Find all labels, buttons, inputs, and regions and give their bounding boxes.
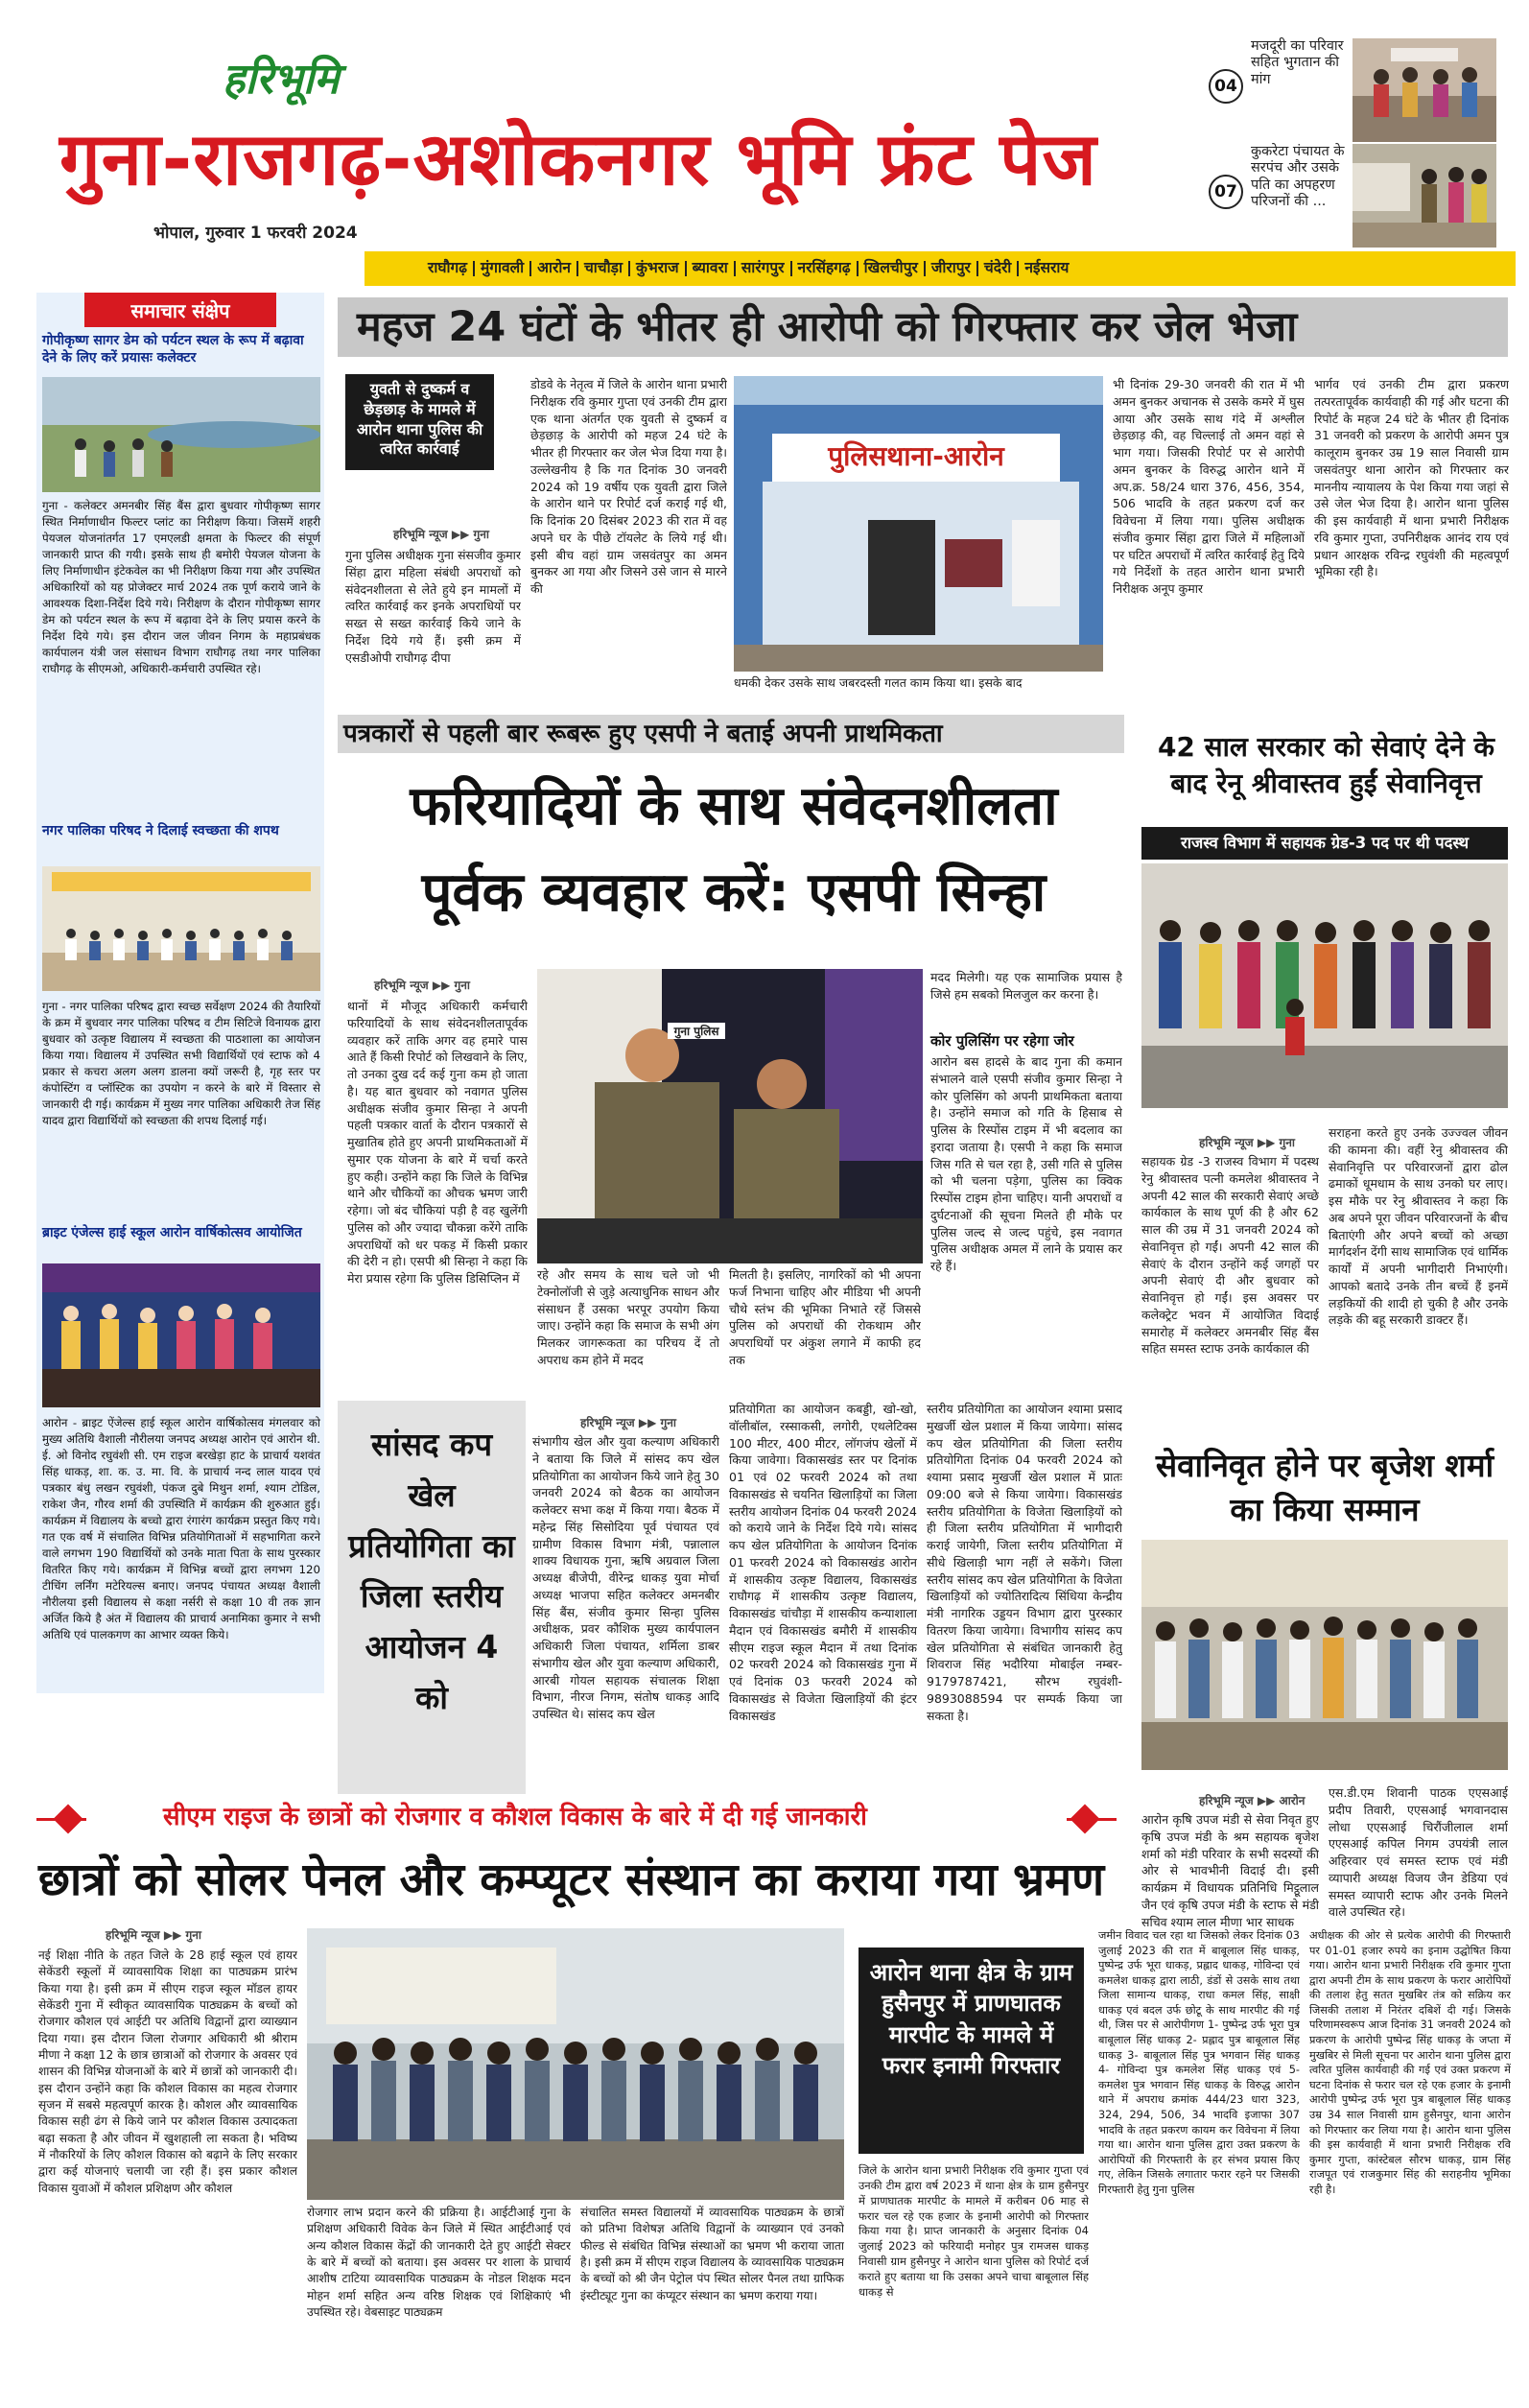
teaser-1[interactable] bbox=[1209, 38, 1496, 152]
sp-column-3: मिलती है। इसलिए, नागरिकों को भी अपना फर्ज निभाना चाहिए और मीडिया भी अपनी चौथे स्तंभ की भूमिका निभाते रहें जिससे पुलिस को अपराधों की रोकथाम और अपराधियों पर अंकुश लगाने में काफी हद तक bbox=[729, 1267, 921, 1367]
sp-subhead: कोर पुलिसिंग पर रहेगा जोर bbox=[930, 1032, 1074, 1050]
retire-photo bbox=[1141, 863, 1508, 1108]
brief-title[interactable]: नगर पालिका परिषद ने दिलाई स्वच्छता की शपथ bbox=[42, 823, 279, 838]
arrest-column-2: जमीन विवाद चल रहा था जिसको लेकर दिनांक 03 जुलाई 2023 की रात में बाबूलाल सिंह धाकड़, पुष्पेन्द्र उर्फ भूरा धाकड़, प्रह्लाद धाकड़, गोविन्दा एवं कमलेश धाकड़ द्वारा लाठी, डंडों से उसके साथ तथा जिला सामान्य धाकड़, राधा कमल सिंह, साक्षी धाकड़ एवं बदल उर्फ छोटू के साथ मारपीट की गई थी, जिस पर से आरोपीगण 1- पुष्पेन्द्र उर्फ भूरा पुत्र बाबूलाल सिंह धाकड़ 2- प्रह्लाद पुत्र बाबूलाल सिंह धाकड़ 3- बाबूलाल सिंह पुत्र भगवान सिंह धाकड़ 4- गोविन्दा पुत्र कमलेश सिंह धाकड़ एवं 5- कमलेश पुत्र भगवान सिंह धाकड़ के विरुद्ध आरोन थाने में अपराध क्रमांक 444/23 धारा 323, 324, 294, 506, 34 भादवि इजाफा 307 भादवि के तहत प्रकरण कायम कर विवेचना में लिया गया था। आरोन थाना पुलिस द्वारा उक्त प्रकरण के आरोपियों की गिरफ्तारी के हर संभव प्रयास किए गए, लेकिन जिसके लगातार फरार रहने पर जिसकी गिरफ्तारी हेतु गुना पुलिस bbox=[1098, 1929, 1300, 2196]
dateline: भोपाल, गुरुवार 1 फरवरी 2024 bbox=[153, 224, 358, 243]
police-station-sign: पुलिसथाना-आरोन bbox=[828, 440, 1004, 472]
teaser-text: कुकरेटा पंचायत के सरपंच और उसके पति का अपहरण परिजनों की ... bbox=[1251, 144, 1345, 210]
teaser-2[interactable] bbox=[1209, 144, 1496, 257]
town-link[interactable]: मुंगावली bbox=[475, 261, 531, 276]
brief-text: आरोन - ब्राइट ऐंजेल्स हाई स्कूल आरोन वार्षिकोत्सव मंगलवार को मुख्य अतिथि वैशाली नौरीलया जनपद अध्यक्ष आरोन एवं आरोन थी. ई. ओ विनोद रघुवंशी सी. एम राइज बरखेड़ा हाट के प्राचार्य यशवंत सिंह धाकड़, शा. क. उ. मा. वि. के प्राचार्य नन्द लाल यादव एवं पत्रकार बंधु लखन रघुवंशी, पंकज दुबे मिथुन शर्मा, श्याम टोडिल, राकेश जैन, गौरव शर्मा की उपस्थिति में कार्यक्रम की शुरुआत हुई। कार्यक्रम में विद्यालय के बच्चो द्वारा रंगारंग कार्यक्रम प्रस्तुत किए गये। गत एक वर्ष में संचालित विभिन्न प्रतियोगिताओं में सहभागिता करने वाले लगभग 190 विद्यार्थियों को उनके माता पिता के साथ पुरस्कार वितरित किए गये। कार्यक्रम में विभिन्न बच्चों द्वारा लगभग 120 टीचिंग लर्निंग मटेरियल्स बनाए। जनपद पंचायत अध्यक्ष वैशाली नौरीलया इसी विद्यालय से कक्षा नर्सरी से कक्षा 10 वी तक ज्ञान अर्जित किये है अंत में विद्यालय की प्राचार्य अनामिका कुमार ने सभी अतिथि एवं पालकगण का आभार व्यक्त किये। bbox=[42, 1416, 320, 1641]
lead-headline[interactable]: महज 24 घंटों के भीतर ही आरोपी को गिरफ्तार कर जेल भेजा bbox=[338, 297, 1508, 357]
mp-headline[interactable]: सांसद कप खेल प्रतियोगिता का जिला स्तरीय आयोजन 4 को bbox=[348, 1426, 515, 1716]
retire-column-2: सराहना करते हुए उनके उज्ज्वल जीवन की कामना की। वहीं रेनु श्रीवास्तव की सेवानिवृत्ति पर परिवारजनों द्वारा ढोल ढमाकों धूमधाम के साथ उनको घर लाए। इस मौके पर रेनु श्रीवास्तव ने कहा कि अब अपने पूरा जीवन परिवारजनों के बीच बिताएंगी और अपने बच्चों को अच्छा मार्गदर्शन देंगी साथ सामाजिक एवं धार्मिक कार्यों में अपनी भागीदारी निभाएंगी। आपको बतादे उनके तीन बच्चें हैं इनमें लड़कियों की शादी हो चुकी है और उनके लड़के की बहू सरकारी डाक्टर हैं। bbox=[1329, 1125, 1508, 1328]
town-link[interactable]: नरसिंहगढ़ bbox=[792, 261, 859, 276]
lead-kicker: युवती से दुष्कर्म व छेड़छाड़ के मामले में आरोन थाना पुलिस की त्वरित कार्रवाई bbox=[345, 374, 494, 470]
honor-headline[interactable]: सेवानिवृत होने पर बृजेश शर्मा का किया सम्मान bbox=[1155, 1447, 1494, 1529]
town-link[interactable]: आरोन bbox=[531, 261, 578, 276]
retire-byline: हरिभूमि न्यूज ▶▶ गुना bbox=[1199, 1136, 1296, 1149]
brief-photo bbox=[42, 377, 320, 492]
town-link[interactable]: चंदेरी bbox=[978, 261, 1019, 276]
teaser-photo bbox=[1353, 38, 1496, 142]
mp-column-1: संभागीय खेल और युवा कल्याण अधिकारी ने बताया कि जिले में सांसद कप खेल प्रतियोगिता का आयोजन किये जाने हेतु 30 जनवरी 2024 को बैठक का आयोजन कलेक्टर सभा कक्ष में किया गया। बैठक में महेन्द्र सिंह सिसोदिया पूर्व पंचायत एवं ग्रामीण विकास विभाग मंत्री, पन्नालाल शाक्य विधायक गुना, ऋषि अग्रवाल जिला अध्यक्ष बीजेपी, वीरेन्द्र धाकड़ युवा मोर्चा अध्यक्ष भाजपा सहित कलेक्टर अमनबीर सिंह बैंस, संजीव कुमार सिन्हा पुलिस अधीक्षक, प्रवर कौशिक मुख्य कार्यपालन अधिकारी जिला पंचायत, शर्मिला डाबर संभागीय खेल और युवा कल्याण अधिकारी, आरबी गोयल सहायक संचालक शिक्षा विभाग, नीरज निगम, संतोष धाकड़ आदि उपस्थित थे। सांसद कप खेल bbox=[532, 1434, 719, 1721]
sp-headline-line2[interactable]: पूर्वक व्यवहार करें: एसपी सिन्हा bbox=[421, 862, 1047, 924]
sidebar-heading: समाचार संक्षेप bbox=[84, 293, 276, 327]
brand-logo: हरिभूमि bbox=[223, 55, 340, 104]
cm-headline[interactable]: छात्रों को सोलर पेनल और कम्प्यूटर संस्थान का कराया गया भ्रमण bbox=[38, 1853, 1105, 1906]
retire-column-1: सहायक ग्रेड -3 राजस्व विभाग में पदस्थ रेनु श्रीवास्तव पत्नी कमलेश श्रीवास्तव ने अपनी 42 साल की सरकारी सेवाएं अच्छे कार्यकाल के साथ पूर्ण की है और 62 साल की उम्र में 31 जनवरी 2024 को सेवानिवृत्त हो गईं। अपनी 42 साल की सेवाएं के दौरान उन्होंने कई जगहों पर अपनी सेवाएं दी और बुधवार को सेवानिवृत्त हो गईं। इस अवसर पर कलेक्ट्रेट भवन में आयोजित विदाई समारोह में कलेक्टर अमनबीर सिंह बैंस सहित समस्त स्टाफ उनके कार्यकाल की bbox=[1141, 1154, 1319, 1357]
sp-press-photo bbox=[537, 969, 923, 1263]
arrest-headline[interactable]: आरोन थाना क्षेत्र के ग्राम हुसैनपुर में प्राणघातक मारपीट के मामले में फरार इनामी गिरफ्तार bbox=[859, 1948, 1084, 2154]
mp-byline: हरिभूमि न्यूज ▶▶ गुना bbox=[580, 1416, 677, 1429]
town-link[interactable]: सारंगपुर bbox=[736, 261, 792, 276]
sp-column-4a: मदद मिलेगी। यह एक सामाजिक प्रयास है जिसे हम सबको मिलजुल कर करना है। bbox=[930, 970, 1122, 1002]
police-station-photo bbox=[734, 376, 1103, 672]
news-brief-sidebar bbox=[36, 293, 324, 1693]
brief-text: गुना - नगर पालिका परिषद द्वारा स्वच्छ सर्वेक्षण 2024 की तैयारियों के क्रम में बुधवार नगर पालिका परिषद व टीम सिटिजे विनायक द्वारा बुधवार को उत्कृष्ट विद्यालय में स्वच्छता की पाठशाला का आयोजन किया गया। विद्यालय में उपस्थित सभी विद्यार्थियों एवं स्टाफ को 4 प्रकार से कचरा अलग अलग डालना क्यों जरूरी है, गृह स्तर पर कंपोस्टिंग व प्लॉस्टिक का उपयोग न करने के बारे में विस्तार से जानकारी दी गई। कार्यक्रम में मुख्य नगर पालिका अधिकारी तेज सिंह यादव द्वारा विद्यार्थियों को स्वच्छता की शपथ दिलाई गई। bbox=[42, 1000, 320, 1127]
lead-column-3: भी दिनांक 29-30 जनवरी की रात में भी अमन बुनकर अचानक से उसके कमरे में घुस आया और उसके साथ गंदे में अश्लील छेड़छाड़ की, वह चिल्लाई तो अमन वहां से भाग गया। जिसकी रिपोर्ट पर से आरोपी अमन बुनकर के विरुद्ध आरोन थाने में अप.क्र. 58/24 धारा 376, 456, 354, 506 भादवि के तहत प्रकरण दर्ज कर विवेचना में लिया गया। पुलिस अधीक्षक संजीव कुमार सिंहा द्वारा जिले में महिलाओं पर घटित अपराधों में त्वरित कार्रवाई हेतु दिये गये निर्देशों के तहत आरोन थाना प्रभारी निरीक्षक अनूप कुमार bbox=[1113, 377, 1305, 596]
brief-text: गुना - कलेक्टर अमनबीर सिंह बैंस द्वारा बुधवार गोपीकृष्ण सागर स्थित निर्माणाधीन फिल्टर प्लांट का निरीक्षण किया। जिसमें शहरी पेयजल योजनांतर्गत 17 एमएलडी क्षमता के फिल्टर की संपूर्ण जानकारी प्राप्त की गयी। इसके साथ ही बमोरी पेयजल योजना के लिए निर्माणाधीन इंटेकवेल का भी निरीक्षण किया गया और उपस्थित अधिकारियों को यह प्रोजेक्टर मार्च 2024 तक पूर्ण कराये जाने के आवश्यक दिशा-निर्देश दिये गये। निरीक्षण के दौरान गोपीकृष्ण सागर डेम को पर्यटन स्थल के रूप में बढ़ावा देने के लिए प्रयास करने के निर्देश दिये गये। इस दौरान जल जीवन निगम के महाप्रबंधक कार्यपालन यंत्री जल संसाधन विभाग राघौगढ़ तथा नगर पालिका राघौगढ़ के सीएमओ, अधिकारी-कर्मचारी उपस्थित रहे। bbox=[42, 499, 320, 675]
brief-photo bbox=[42, 866, 320, 991]
town-link[interactable]: ब्यावरा bbox=[687, 261, 736, 276]
town-link[interactable]: खिलचीपुर bbox=[859, 261, 926, 276]
arrest-column-3: अधीक्षक की ओर से प्रत्येक आरोपी की गिरफ्तारी पर 01-01 हजार रुपये का इनाम उद्घोषित किया गया। आरोन थाना प्रभारी निरीक्षक रवि कुमार गुप्ता द्वारा अपनी टीम के साथ प्रकरण के फरार आरोपियों की तलाश हेतु सतत मुखबिर तंत्र को सक्रिय कर जिसकी तलाश में निरंतर दबिशें दी गई। जिसके परिणामस्वरूप आज दिनांक 31 जनवरी 2024 को प्रकरण के आरोपी पुष्पेन्द्र सिंह धाकड़ के जप्ता में मुखबिर से मिली सूचना पर आरोन थाना पुलिस द्वारा त्वरित पुलिस कार्यवाही की गई एवं उक्त प्रकरण में घटना दिनांक से फरार चल रहे एक हजार के इनामी आरोपी पुष्पेन्द्र उर्फ भूरा पुत्र बाबूलाल सिंह धाकड़ उम्र 34 साल निवासी ग्राम हुसैनपुर, थाना आरोन को गिरफ्तार कर लिया गया है। आरोन थाना पुलिस की इस कार्यवाही में थाना प्रभारी निरीक्षक रवि कुमार गुप्ता, कांस्टेबल सौरभ धाकड़, ग्राम सिंह राजपूत एवं राजकुमार सिंह की सराहनीय भूमिका रही है। bbox=[1309, 1929, 1511, 2196]
sp-byline: हरिभूमि न्यूज ▶▶ गुना bbox=[374, 979, 471, 992]
sp-kicker: पत्रकारों से पहली बार रूबरू हुए एसपी ने बताई अपनी प्राथमिकता bbox=[338, 715, 1124, 753]
honor-photo bbox=[1141, 1540, 1508, 1770]
sp-column-2: रहे और समय के साथ चले जो भी टेक्नोलॉजी से जुड़े अत्याधुनिक साधन और संसाधन हैं उसका भरपूर उपयोग किया जाए। उन्होंने कहा कि समाज के सभी अंग मिलकर जागरूकता का परिचय दें तो अपराध कम होने में मदद bbox=[537, 1267, 719, 1367]
mp-column-2: प्रतियोगिता का आयोजन कबड्डी, खो-खो, वॉलीबॉल, रस्साकसी, लगोरी, एथलेटिक्स 100 मीटर, 400 मीटर, लॉगजंप खेलों में किया जावेगा। विकासखंड स्तर पर दिनांक 01 एवं 02 फरवरी 2024 को तथा विकासखंड से चयनित खिलाड़ियों का जिला स्तरीय आयोजन दिनांक 04 फरवरी 2024 को कराये जाने के निर्देश दिये गये। सांसद कप खेल प्रतियोगिता के आयोजन दिनांक 01 फरवरी 2024 को विकासखंड आरोन में शासकीय उत्कृष्ट विद्यालय, विकासखंड राघौगढ़ में शासकीय उत्कृष्ट विद्यालय, विकासखंड चांचौड़ा में शासकीय कन्याशाला मैदान एवं विकासखंड बमौरी में शासकीय सीएम राइज स्कूल मैदान में तथा दिनांक 02 फरवरी 2024 को विकासखंड गुना में एवं दिनांक 03 फरवरी 2024 को विकासखंड से विजेता खिलाड़ियों की इंटर विकासखंड bbox=[729, 1402, 917, 1723]
town-link[interactable]: चाचौड़ा bbox=[578, 261, 630, 276]
sp-headline-line1[interactable]: फरियादियों के साथ संवेदनशीलता bbox=[410, 775, 1058, 838]
honor-column-1: आरोन कृषि उपज मंडी से सेवा निवृत हुए कृषि उपज मंडी के श्रम सहायक बृजेश शर्मा को मंडी परिवार के सभी सदस्यों की ओर से भावभीनी विदाई दी। इसी कार्यक्रम में विधायक प्रतिनिधि मिट्ठूलाल जैन एवं कृषि उपज मंडी के स्टाफ से मंडी सचिव श्याम लाल मीणा भार साधक bbox=[1141, 1812, 1319, 1929]
retire-kicker: राजस्व विभाग में सहायक ग्रेड-3 पद पर थी पदस्थ bbox=[1141, 827, 1508, 860]
page-title: गुना-राजगढ़-अशोकनगर भूमि फ्रंट पेज bbox=[59, 116, 1097, 201]
brief-photo bbox=[42, 1263, 320, 1407]
town-bar bbox=[365, 251, 1516, 286]
brief-title[interactable]: ब्राइट एंजेल्स हाई स्कूल आरोन वार्षिकोत्सव आयोजित bbox=[42, 1225, 302, 1240]
town-link[interactable]: राघौगढ़ bbox=[422, 261, 475, 276]
arrest-column-1: जिले के आरोन थाना प्रभारी निरीक्षक रवि कुमार गुप्ता एवं उनकी टीम द्वारा वर्ष 2023 में थाना क्षेत्र के ग्राम हुसैनपुर में प्राणघातक मारपीट के मामले में करीबन 06 माह से फरार चल रहे एक हजार के इनामी आरोपी को गिरफ्तार किया गया है। प्राप्त जानकारी के अनुसार दिनांक 04 जुलाई 2023 को फरियादी मनोहर पुत्र रामजस धाकड़ निवासी ग्राम हुसैनपुर ने आरोन थाना पुलिस को रिपोर्ट दर्ज कराते हुए बताया था कि उसका अपने चाचा बाबूलाल सिंह धाकड़ से bbox=[859, 2163, 1089, 2299]
teaser-number: 07 bbox=[1209, 175, 1243, 209]
cm-kicker: सीएम राइज के छात्रों को रोजगार व कौशल विकास के बारे में दी गई जानकारी bbox=[163, 1803, 867, 1831]
teaser-text: मजदूरी का परिवार सहित भुगतान की मांग bbox=[1251, 38, 1344, 87]
sp-column-4b: आरोन बस हादसे के बाद गुना की कमान संभालने वाले एसपी संजीव कुमार सिन्हा ने कोर पुलिसिंग को अपनी प्राथमिकता बताया है। उन्होंने समाज को गति के हिसाब से पुलिस के रिस्पोंस टाइम में भी बदलाव का इरादा जताया है। एसपी ने कहा कि समाज जिस गति से चल रहा है, उसी गति से पुलिस को भी चलना पड़ेगा, पुलिस का क्विक रिस्पोंस टाइम होना चाहिए। यानी अपराधों व दुर्घटनाओं की सूचना मिलते ही मौके पर पुलिस जल्द से जल्द पहुंचे, इस नवागत पुलिस अधीक्षक अमल में लाने के प्रयास कर रहे हैं। bbox=[930, 1054, 1122, 1273]
town-link[interactable]: कुंभराज bbox=[630, 261, 687, 276]
lead-byline: हरिभूमि न्यूज ▶▶ गुना bbox=[393, 528, 490, 541]
lead-column-1: गुना पुलिस अधीक्षक गुना संसजीव कुमार सिंहा द्वारा महिला संबंधी अपराधों को संवेदनशीलता से लेते हुये इन मामलों में त्वरित कार्रवाई कर इनके अपराधियों पर सख्त से सख्त कार्रवाई किये जाने के निर्देश दिये गये हैं। इसी क्रम में एसडीओपी राघौगढ़ दीपा bbox=[345, 548, 521, 665]
cm-students-photo bbox=[307, 1928, 844, 2200]
honor-column-2: एस.डी.एम शिवानी पाठक एएसआई प्रदीप तिवारी, एएसआई भगवानदास लोधा एएसआई चिरौंजीलाल शर्मा एएसआई कपिल निगम उपयंत्री लाल अहिरवार एवं समस्त स्टाफ एवं मंडी व्यापारी अध्यक्ष विजय जैन डेडिया एवं समस्त व्यापारी स्टाफ और उनके मिलने वाले उपस्थित रहे। bbox=[1329, 1785, 1508, 1920]
cm-column-1: नई शिक्षा नीति के तहत जिले के 28 हाई स्कूल एवं हायर सेकेंडरी स्कूलों में व्यावसायिक शिक्षा का पाठ्यक्रम प्रारंभ किया गया है। इसी क्रम में सीएम राइज स्कूल मॉडल हायर सेकेंडरी गुना में स्वीकृत व्यावसायिक पाठ्यक्रम के बच्चों को रोजगार कौशल एवं आईटी पर अतिथि विद्वानों द्वारा व्याख्यान दिया गया। इस दौरान जिला रोजगार अधिकारी श्री श्रीराम मीणा ने कक्षा 12 के छात्र छात्राओं को रोजगार के अवसर एवं शासन की विभिन्न योजनाओं के बारे में छात्रों को जानकारी दी। इस दौरान उन्होंने कहा कि कौशल विकास का महत्व रोजगार सृजन में सबसे महत्वपूर्ण कारक है। कौशल और व्यावसायिक विकास सही ढंग से किये जाने पर कौशल विकास उत्पादकता बढ़ा सकता है और जीवन में खुशहाली ला सकता है। भविष्य में नौकरियों के लिए कौशल विकास को बढ़ाने के लिए सरकार द्वारा कई योजनाएं चलायी जा रही हैं। इस प्रकार कौशल विकास युवाओं में कौशल प्रशिक्षण और कौशल bbox=[38, 1948, 297, 2195]
cm-column-2: रोजगार लाभ प्रदान करने की प्रक्रिया है। आईटीआई गुना के प्रशिक्षण अधिकारी विवेक केन जिले में स्थित आईटीआई एवं अन्य कौशल विकास केंद्रों की जानकारी देते हुए आईटी सेक्टर के बारे में बच्चों को बताया। इस अवसर पर शाला के प्राचार्य आशीष टाटिया व्यावसायिक पाठ्यक्रम के नोडल शिक्षक मदन मोहन शर्मा सहित अन्य वरिष्ठ शिक्षक एवं शिक्षिकाएं भी उपस्थित रहे। वेबसाइट पाठ्यक्रम bbox=[307, 2206, 571, 2319]
town-link[interactable]: जीरापुर bbox=[926, 261, 978, 276]
cm-column-3: संचालित समस्त विद्यालयों में व्यावसायिक पाठ्यक्रम के छात्रों को प्रतिभा विशेषज्ञ अतिथि विद्वानों के व्याख्यान एवं उनको फील्ड से संबंधित विभिन्न संस्थाओं का भ्रमण भी कराया जाता है। इसी क्रम में सीएम राइज विद्यालय के व्यावसायिक पाठ्यक्रम के बच्चों को श्री जैन पेट्रोल पंप स्थित सोलर पैनल तथा ग्राफिक इंस्टीट्यूट गुना का कंप्यूटर संस्थान का भ्रमण कराया गया। bbox=[580, 2206, 844, 2302]
sp-badge: गुना पुलिस bbox=[668, 1023, 725, 1039]
retire-headline[interactable]: 42 साल सरकार को सेवाएं देने के बाद रेनू श्रीवास्तव हुईं सेवानिवृत्त bbox=[1157, 731, 1495, 799]
town-link[interactable]: नईसराय bbox=[1024, 259, 1070, 277]
lead-photo-caption: धमकी देकर उसके साथ जबरदस्ती गलत काम किया था। इसके बाद bbox=[734, 675, 1023, 690]
honor-byline: हरिभूमि न्यूज ▶▶ आरोन bbox=[1199, 1794, 1306, 1807]
lead-column-4: भार्गव एवं उनकी टीम द्वारा प्रकरण तत्परतापूर्वक कार्यवाही की गई और घटना की रिपोर्ट के महज 24 घंटे के भीतर ही दिनांक 31 जनवरी को प्रकरण के आरोपी अमन पुत्र कालूराम बुनकर उम्र 19 साल निवासी ग्राम जसवंतपुर थाना आरोन को गिरफ्तार कर माननीय न्यायालय के पेश किया गया जहां से उसे जेल भेज दिया है। आरोन थाना पुलिस की इस कार्यवाही में थाना प्रभारी निरीक्षक रवि कुमार गुप्ता, उपनिरीक्षक आनंद राय एवं प्रधान आरक्षक रविन्द्र रघुवंशी की महत्वपूर्ण भूमिका रही है। bbox=[1314, 377, 1509, 579]
cm-byline: हरिभूमि न्यूज ▶▶ गुना bbox=[106, 1928, 202, 1942]
lead-column-2: डोडवे के नेतृत्व में जिले के आरोन थाना प्रभारी निरीक्षक रवि कुमार गुप्ता एवं उनकी टीम द्वारा एक थाना अंतर्गत एक युवती से दुष्कर्म व छेड़छाड़ के आरोपी को महज 24 घंटे के भीतर ही गिरफ्तार कर जेल भेज दिया गया है। उल्लेखनीय है कि गत दिनांक 30 जनवरी 2024 को 19 वर्षीय एक युवती द्वारा जिले के आरोन थाने पर रिपोर्ट दर्ज कराई गई थी, कि दिनांक 20 दिसंबर 2023 की रात में वह अपने घर के पीछे टॉयलेट के लिये गई थी। इसी बीच वहां ग्राम जसवंतपुर का अमन बुनकर आ गया और जिसने उसे जान से मारने की bbox=[530, 377, 727, 596]
sp-column-1: थानों में मौजूद अधिकारी कर्मचारी फरियादियों के साथ संवेदनशीलतापूर्वक व्यवहार करें ताकि अगर वह हमारे पास आते हैं किसी रिपोर्ट को लिखवाने के लिए, तो उनका दुख दर्द कई गुना कम हो जाता है। यह बात बुधवार को नवागत पुलिस अधीक्षक संजीव कुमार सिन्हा ने अपनी पहली पत्रकार वार्ता के दौरान पत्रकारों से मुखातिब होते हुए अपनी प्राथमिकताओं में सुमार एक योजना के बारे में चर्चा करते हुए कही। उन्होंने कहा कि जिले के विभिन्न थाने और चौकियों का औचक भ्रमण जारी रहेगा। जो बंद चौकियां पड़ी है वह खुलेंगी पुलिस को और ज्यादा चौकन्ना करेंगे ताकि अपराधियों को धर पकड़ में किसी प्रकार की देरी न हो। एसपी श्री सिन्हा ने कहा कि मेरा प्रयास रहेगा कि पुलिस डिसिप्लिन में bbox=[347, 999, 528, 1286]
mp-column-3: स्तरीय प्रतियोगिता का आयोजन श्यामा प्रसाद मुखर्जी खेल प्रशाल में किया जायेगा। सांसद कप खेल प्रतियोगिता की जिला स्तरीय प्रतियोगिता दिनांक 04 फरवरी 2024 को श्यामा प्रसाद मुखर्जी खेल प्रशाल में प्रातः 09:00 बजे से किया जायेगा। विकासखंड स्तरीय प्रतियोगिता के विजेता खिलाड़ियों को ही जिला स्तरीय प्रतियोगिता में भागीदारी कराई जायेगी, जिला स्तरीय प्रतियोगिता में सीधे खिलाड़ी भाग नहीं ले सकेंगे। जिला स्तरीय सांसद कप खेल प्रतियोगिता के विजेता खिलाड़ियों को ज्योतिरादित्य सिंधिया केन्द्रीय मंत्री नागरिक उड्डयन विभाग द्वारा पुरस्कार वितरण किया जायेगा। विभागीय सांसद कप खेल प्रतियोगिता से संबंधित जानकारी हेतु शिवराज सिंह भदौरिया मोबाईल नम्बर- 9179787421, सौरभ रघुवंशी- 9893088594 पर सम्पर्क किया जा सकता है। bbox=[927, 1402, 1122, 1723]
teaser-number: 04 bbox=[1209, 69, 1243, 104]
teaser-photo bbox=[1353, 144, 1496, 248]
brief-title[interactable]: गोपीकृष्ण सागर डेम को पर्यटन स्थल के रूप में बढ़ावा देने के लिए करें प्रयासः कलेक्टर bbox=[42, 333, 304, 366]
